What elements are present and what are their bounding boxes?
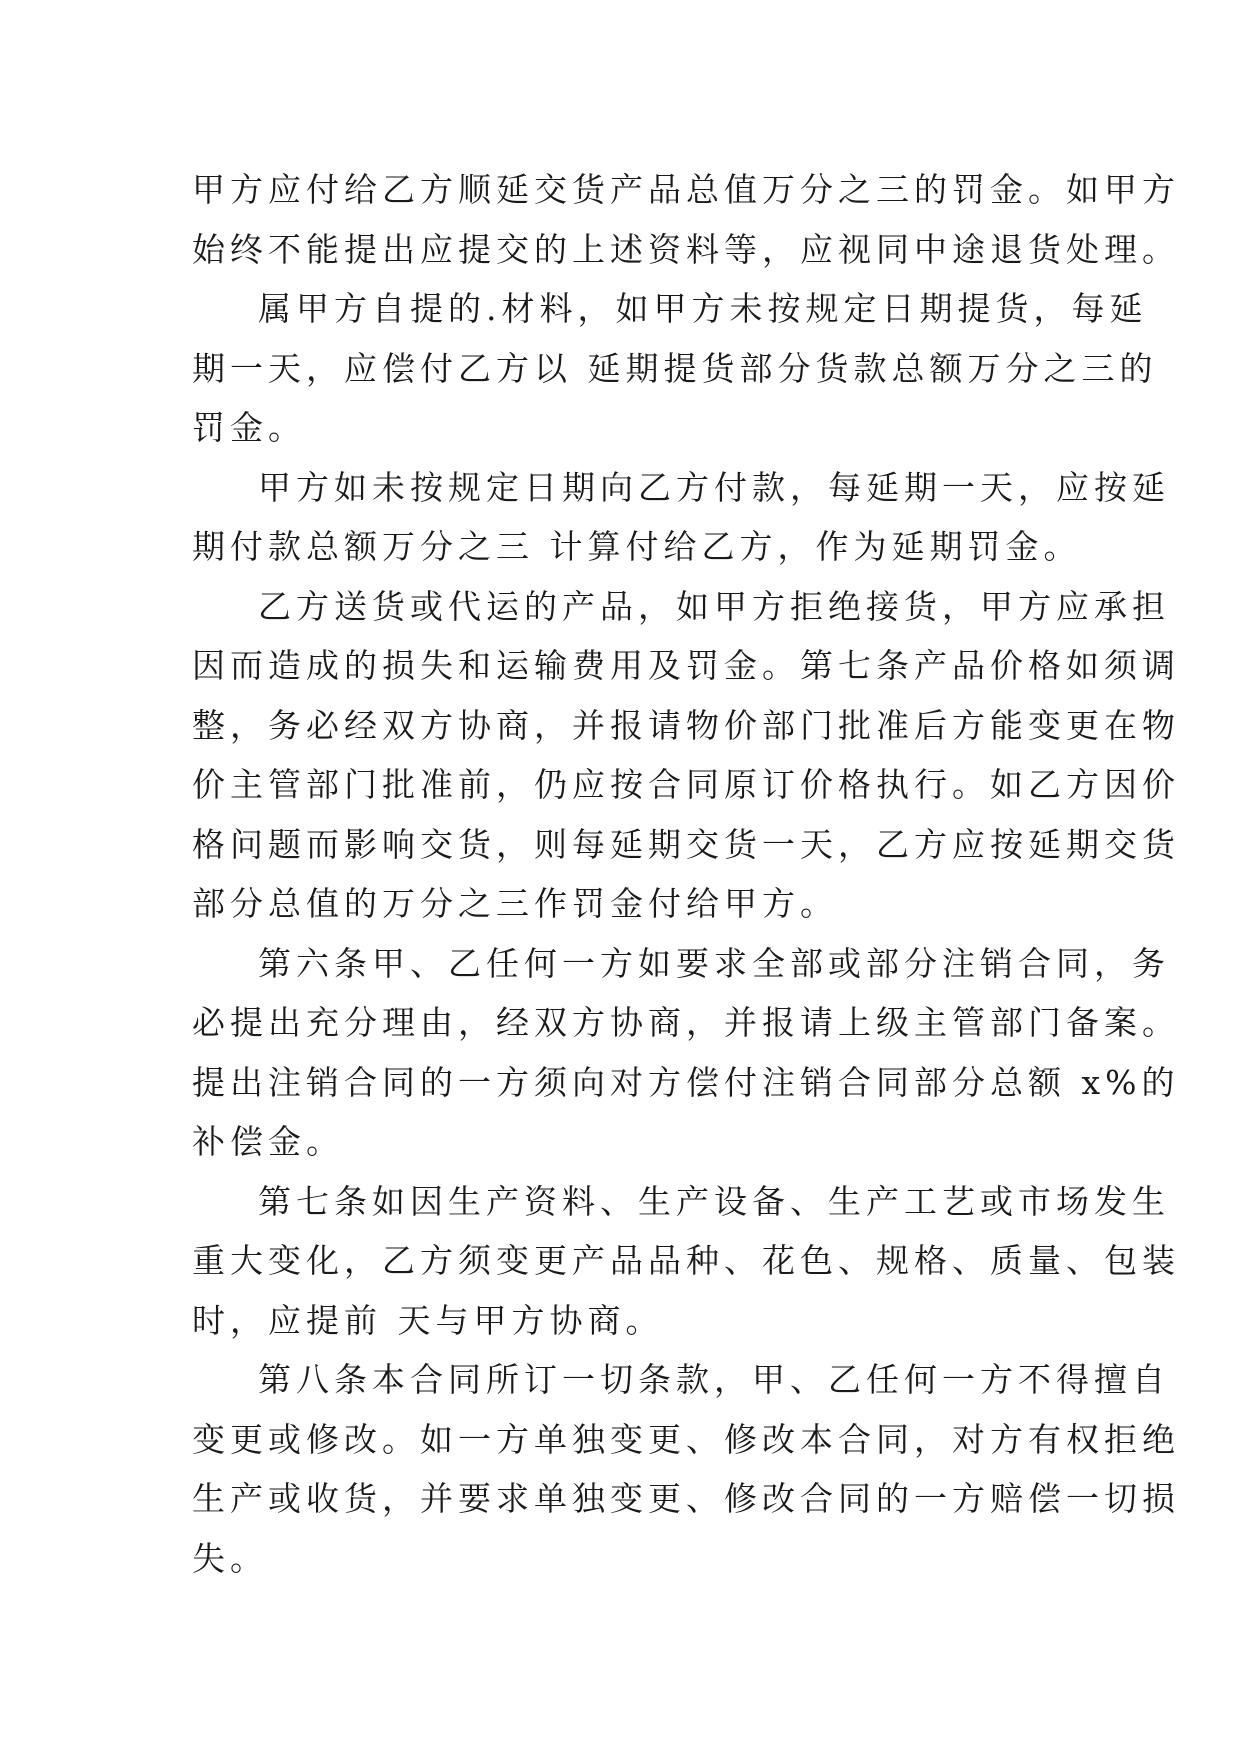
text-line: 格问题而影响交货，则每延期交货一天，乙方应按延期交货 [192,824,1180,864]
text-line: 失。 [192,1538,268,1578]
text-line: 提出注销合同的一方须向对方偿付注销合同部分总额 x%的 [192,1062,1180,1102]
text-line: 期一天，应偿付乙方以 延期提货部分货款总额万分之三的 [192,348,1158,388]
text-line: 第七条如因生产资料、生产设备、生产工艺或市场发生 [258,1181,1170,1221]
text-line: 因而造成的损失和运输费用及罚金。第七条产品价格如须调 [192,646,1180,685]
text-line: 变更或修改。如一方单独变更、修改本合同，对方有权拒绝 [192,1419,1180,1459]
text-line: 补偿金。 [192,1122,344,1161]
text-line: 必提出充分理由，经双方协商，并报请上级主管部门备案。 [192,1003,1180,1042]
text-line: 属甲方自提的.材料，如甲方未按规定日期提货，每延 [258,289,1148,328]
text-line: 第八条本合同所订一切条款，甲、乙任何一方不得擅自 [258,1360,1170,1399]
text-line: 生产或收货，并要求单独变更、修改合同的一方赔偿一切损 [192,1479,1180,1518]
text-line: 期付款总额万分之三 计算付给乙方，作为延期罚金。 [192,527,1082,566]
text-line: 整，务必经双方协商，并报请物价部门批准后方能变更在物 [192,705,1180,745]
text-line: 乙方送货或代运的产品，如甲方拒绝接货，甲方应承担 [258,586,1170,626]
text-line: 价主管部门批准前，仍应按合同原订价格执行。如乙方因价 [192,765,1180,804]
text-line: 甲方应付给乙方顺延交货产品总值万分之三的罚金。如甲方 [192,170,1180,209]
text-line: 部分总值的万分之三作罚金付给甲方。 [192,884,838,923]
text-line: 甲方如未按规定日期向乙方付款，每延期一天，应按延 [258,467,1170,507]
text-line: 始终不能提出应提交的上述资料等，应视同中途退货处理。 [192,229,1180,269]
text-line: 罚金。 [192,408,306,447]
text-line: 第六条甲、乙任何一方如要求全部或部分注销合同，务 [258,943,1170,983]
text-line: 时，应提前 天与甲方协商。 [192,1300,664,1340]
document-body [192,160,1180,1588]
text-line: 重大变化，乙方须变更产品品种、花色、规格、质量、包装 [192,1241,1180,1280]
